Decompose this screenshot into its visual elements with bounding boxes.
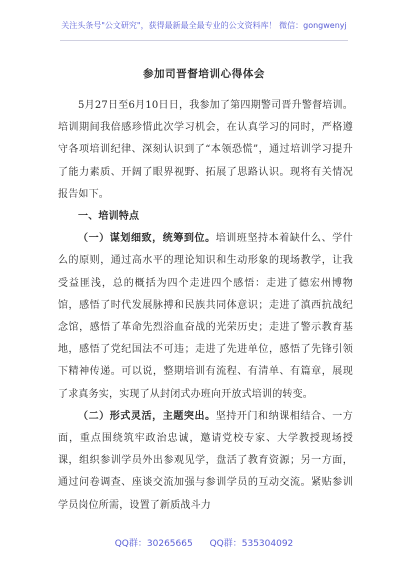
qq-group-2: QQ群：535304092 [209, 539, 294, 549]
document-title: 参加司晋督培训心得体会 [142, 68, 266, 80]
paragraph-text: 坚持开门和纳课相结合、一方面，重点围绕筑牢政治忠诚，邀请党校专家、大学教授现场授课，组织参训学员外出参观见学，盘活了教育资源；另一方面，通过问卷调查、座谈交流加强与参训学员的互动交流。紧贴参训学员岗位所需，设置了新质战斗力 [58, 410, 353, 511]
intro-paragraph: 5月27日至6月10日日，我参加了第四期警司晋升警督培训。培训期间我倍感珍惜此次学习机会，在认真学习的同时，严格遵守各项培训纪律、深刻认识到了“本领恐慌”，通过培训学习提升了能力素质、开阔了眼界视野、拓展了思路认识。现将有关情况报告如下。 [58, 100, 353, 200]
paragraph-text: 培训班坚持本着缺什么、学什么的原则，通过高水平的理论知识和生动形象的现场教学，让我受益匪浅，总的概括为四个走进四个感悟：走进了德宏州博物馆，感悟了时代发展脉搏和民族共同体意识；走进了滇西抗战纪念馆，感悟了革命先烈浴血奋战的光荣历史；走进了警示教育基地，感悟了党纪国法不可违；走进了先进单位，感悟了先锋引领下精神传递。可以说，整期培训有流程、有清单、有篇章，展现了求真务实，实现了从封闭式办班向开放式培训的转变。 [58, 233, 353, 400]
footer-contacts [0, 536, 408, 549]
paragraph-lead: （一）谋划细致，统筹到位。 [78, 233, 216, 245]
paragraph-planning [58, 228, 353, 406]
qq-group-1: QQ群：30265665 [114, 539, 193, 549]
section-heading-training-features: 一、培训特点 [78, 211, 140, 223]
paragraph-lead: （二）形式灵活，主题突出。 [78, 410, 216, 422]
header-divider [60, 40, 348, 41]
document-body [58, 95, 353, 517]
header-notice: 关注头条号"公文研究"，获得最新最全最专业的公文资料库！ 微信：gongwenyj [61, 21, 347, 30]
paragraph-format [58, 406, 353, 517]
